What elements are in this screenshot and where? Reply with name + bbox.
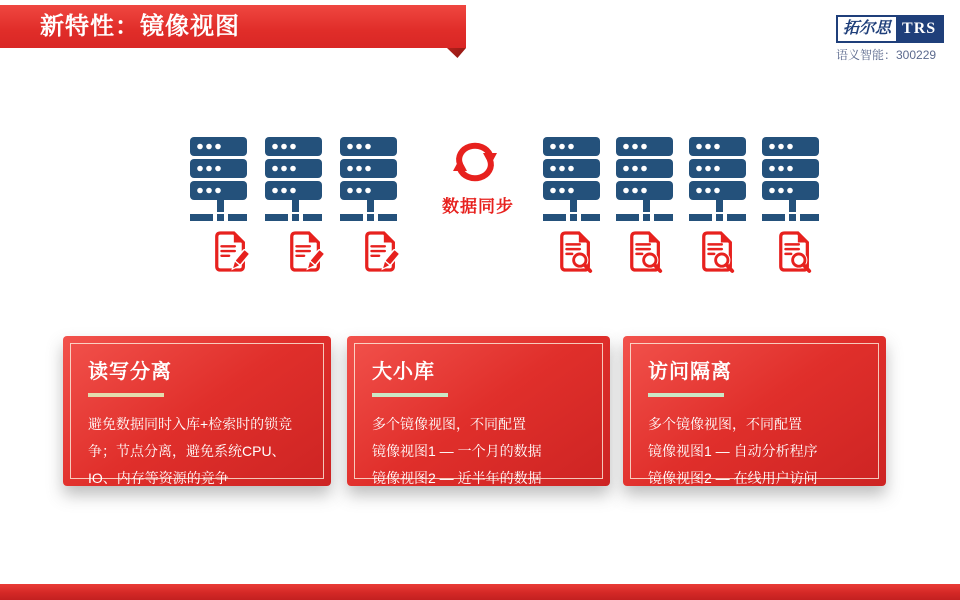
feature-card-read-write-split [63,336,331,486]
card-body-line: 镜像视图1 — 一个月的数据 [372,443,542,459]
card-title: 访问隔离 [648,361,732,383]
card-body [648,411,862,492]
sync-label: 数据同步 [442,197,514,216]
document-edit-icon [212,229,250,275]
card-body-line: 镜像视图2 — 在线用户访问 [648,470,818,486]
server-stack-icon [265,137,322,225]
card-body-line: 镜像视图1 — 自动分析程序 [648,443,818,459]
card-body-line: 多个镜像视图，不同配置 [372,416,526,432]
document-search-icon [557,229,595,275]
card-title-underline [648,393,724,397]
logo-tagline: 语义智能：300229 [836,48,937,62]
document-edit-icon [362,229,400,275]
feature-card-access-isolation [623,336,886,486]
server-stack-icon [616,137,673,225]
card-title: 读写分离 [88,361,172,383]
card-body-line: IO、内存等资源的竞争 [88,470,229,486]
document-search-icon [776,229,814,275]
server-stack-icon [190,137,247,225]
footer-bar [0,584,960,600]
document-edit-icon [287,229,325,275]
server-stack-icon [762,137,819,225]
card-body-line: 多个镜像视图，不同配置 [648,416,802,432]
card-body-line: 避免数据同时入库+检索时的锁竞 [88,416,293,432]
server-stack-icon [543,137,600,225]
card-body [372,411,586,492]
card-title-underline [88,393,164,397]
card-title-underline [372,393,448,397]
document-search-icon [627,229,665,275]
trs-logo [836,15,936,63]
logo-brand-cn: 拓尔思 [843,20,892,37]
server-stack-icon [689,137,746,225]
header-banner [0,5,466,48]
trs-logo-box [836,15,944,43]
feature-card-big-small-db [347,336,610,486]
page-title: 新特性：镜像视图 [40,13,240,40]
server-stack-icon [340,137,397,225]
card-body-line: 争；节点分离，避免系统CPU、 [88,443,286,459]
document-search-icon [699,229,737,275]
sync-arrows-icon [450,140,500,184]
card-title: 大小库 [372,361,435,383]
logo-brand-en: TRS [896,17,942,41]
card-body [88,411,307,492]
card-body-line: 镜像视图2 — 近半年的数据 [372,470,542,486]
